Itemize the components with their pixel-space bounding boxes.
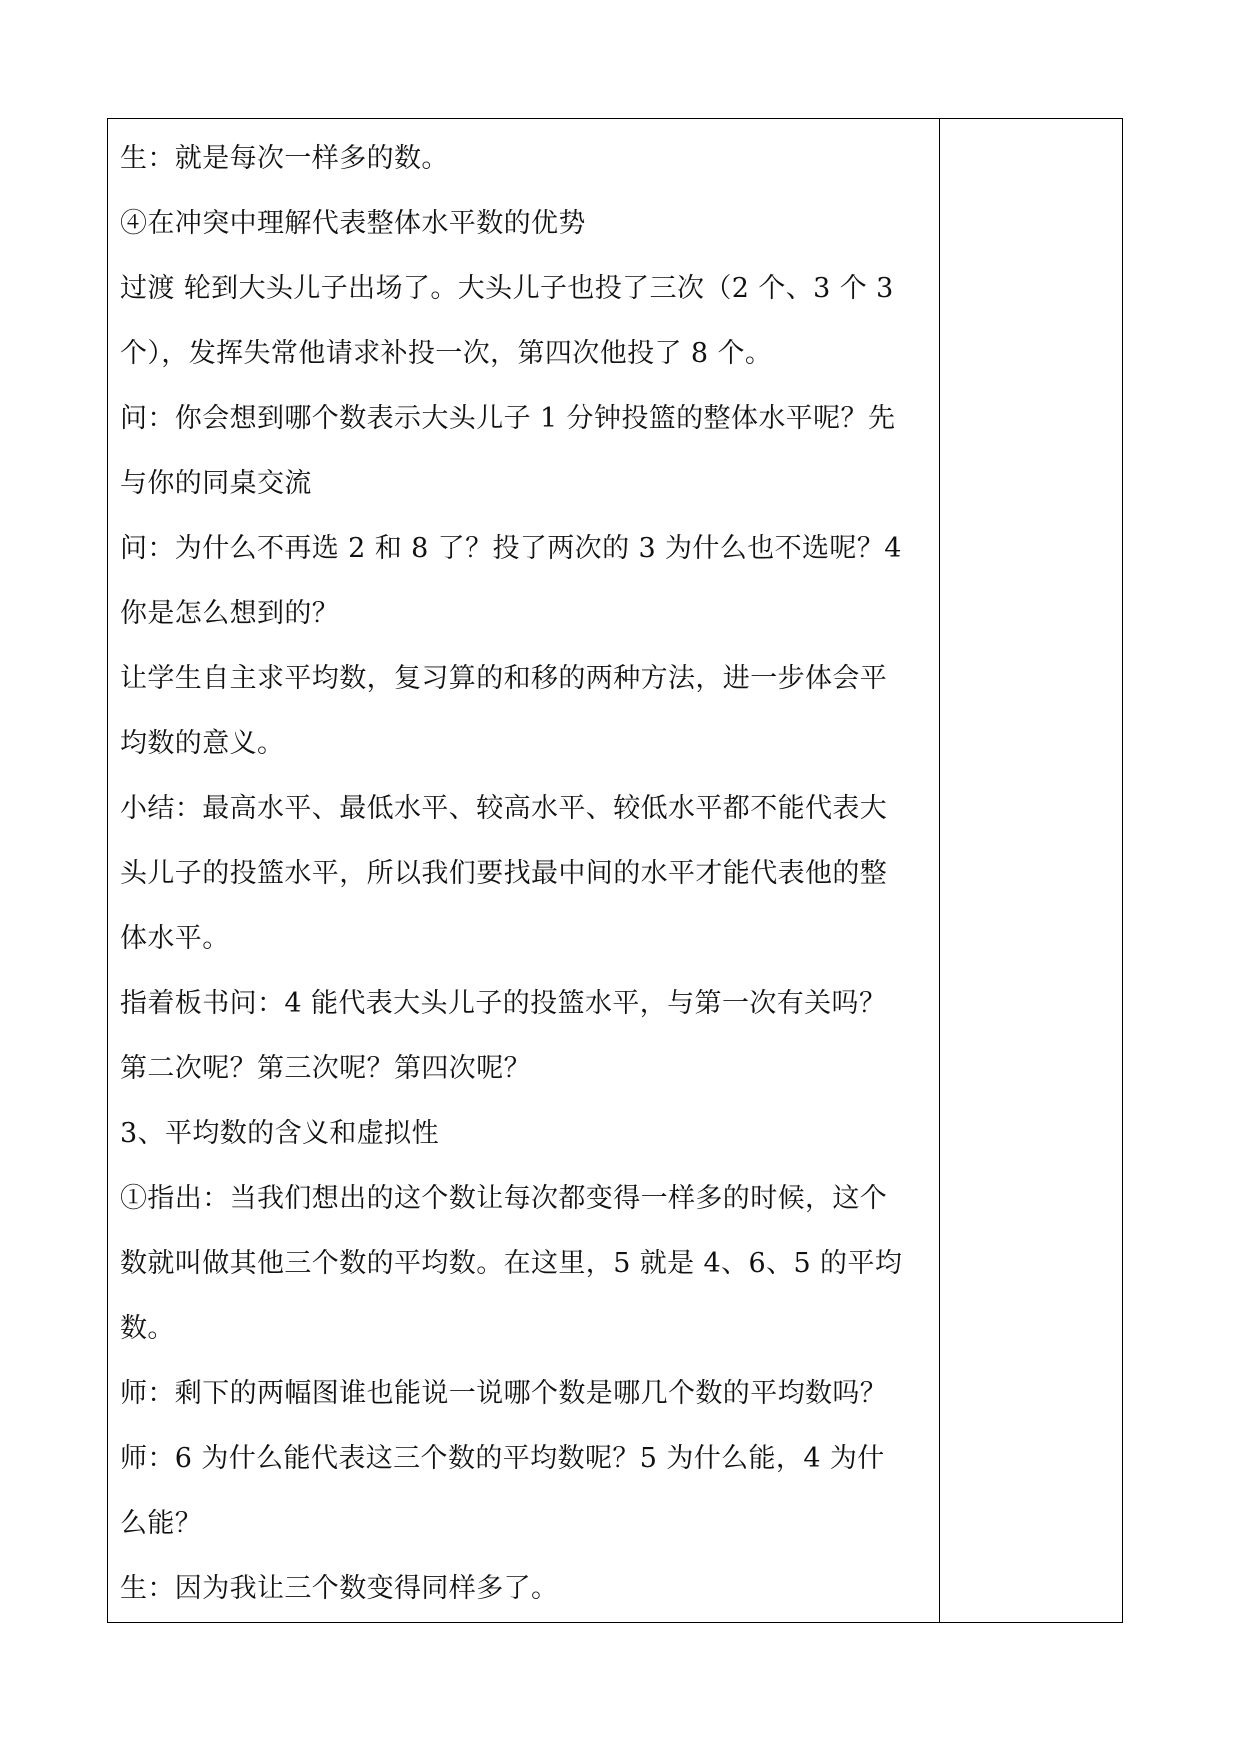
text-line: 生：因为我让三个数变得同样多了。 (120, 1573, 559, 1604)
column-divider (939, 119, 940, 1622)
text-line: 头儿子的投篮水平，所以我们要找最中间的水平才能代表他的整 (120, 858, 888, 889)
text-line: 个），发挥失常他请求补投一次，第四次他投了 8 个。 (120, 338, 773, 369)
text-line: 与你的同桌交流 (120, 468, 312, 499)
text-line: 你是怎么想到的？ (120, 598, 340, 629)
text-line: 么能？ (120, 1508, 203, 1539)
text-line: 指着板书问：4 能代表大头儿子的投篮水平，与第一次有关吗？ (120, 988, 887, 1019)
text-line: 数。 (120, 1313, 175, 1344)
text-line: 小结：最高水平、最低水平、较高水平、较低水平都不能代表大 (120, 793, 888, 824)
text-line: 过渡 轮到大头儿子出场了。大头儿子也投了三次（2 个、3 个 3 (120, 273, 894, 304)
text-line: 体水平。 (120, 923, 230, 954)
text-line: 问：你会想到哪个数表示大头儿子 1 分钟投篮的整体水平呢？先 (120, 403, 896, 434)
text-line: 生：就是每次一样多的数。 (120, 143, 449, 174)
text-line: 师：6 为什么能代表这三个数的平均数呢？5 为什么能，4 为什 (120, 1443, 885, 1474)
text-line: 数就叫做其他三个数的平均数。在这里，5 就是 4、6、5 的平均 (120, 1248, 903, 1279)
lesson-table (107, 118, 1123, 1623)
notes-cell (941, 119, 1122, 1622)
text-line: 师：剩下的两幅图谁也能说一说哪个数是哪几个数的平均数吗？ (120, 1378, 888, 1409)
text-line: 第二次呢？第三次呢？第四次呢？ (120, 1053, 531, 1084)
text-line: 均数的意义。 (120, 728, 285, 759)
text-line: 让学生自主求平均数，复习算的和移的两种方法，进一步体会平 (120, 663, 888, 694)
text-line: ④在冲突中理解代表整体水平数的优势 (120, 208, 586, 239)
text-line: ①指出：当我们想出的这个数让每次都变得一样多的时候，这个 (120, 1183, 888, 1214)
text-line: 问：为什么不再选 2 和 8 了？投了两次的 3 为什么也不选呢？4 (120, 533, 902, 564)
text-line: 3、平均数的含义和虚拟性 (120, 1118, 439, 1149)
